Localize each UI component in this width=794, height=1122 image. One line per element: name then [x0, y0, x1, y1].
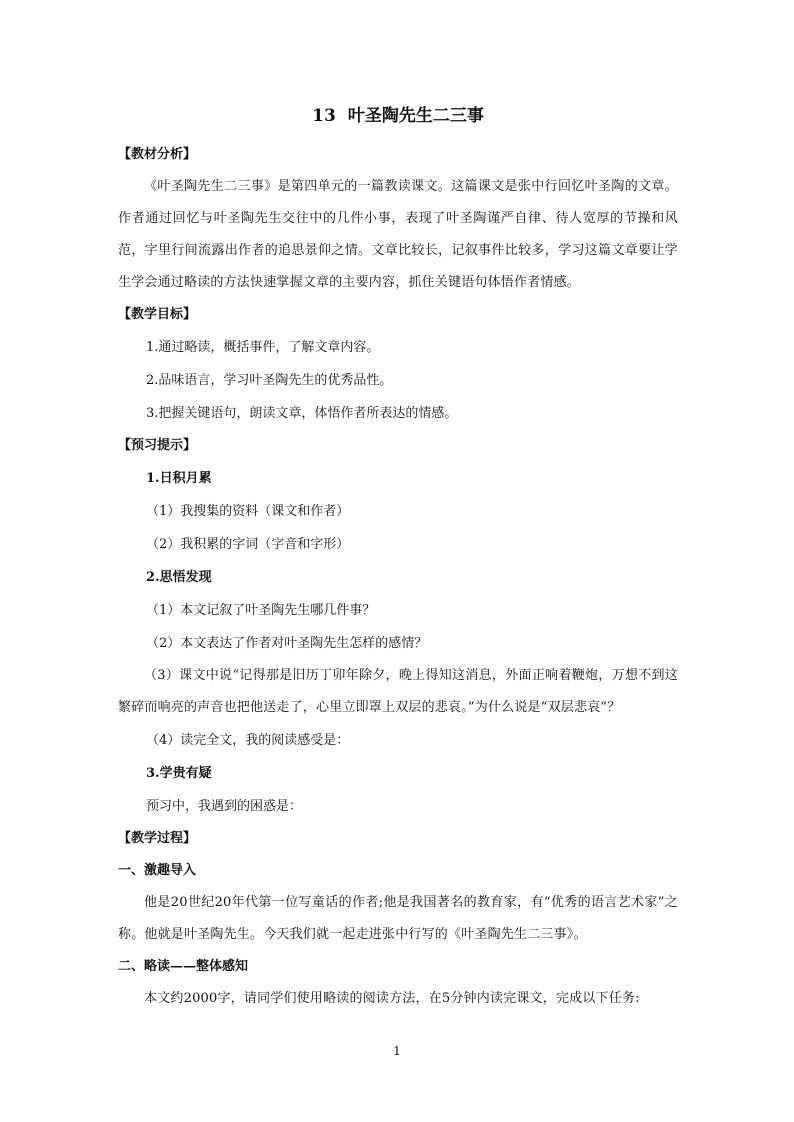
goal-item: 2.品味语言，学习叶圣陶先生的优秀品性。: [146, 373, 393, 388]
preview-long-question: （3）课文中说“记得那是旧历丁卯年除夕，晚上得知这消息，外面正响着鞭炮，万想不到这繁碎而响亮的声音也把他送走了，心里立即罩上双层的悲哀。”为什么说是“双层悲哀”？: [118, 668, 678, 715]
preview-item: （2）我积累的字词（字音和字形）: [146, 537, 350, 552]
preview-item: （1）本文记叙了叶圣陶先生哪几件事？: [146, 603, 376, 618]
preview-doubt-text: 预习中，我遇到的困惑是：: [146, 799, 303, 814]
analysis-paragraph: 《叶圣陶先生二三事》是第四单元的一篇教读课文。这篇课文是张中行回忆叶圣陶的文章。作者通过回忆与叶圣陶先生交往中的几件小事，表现了叶圣陶谨严自律、待人宽厚的节操和风范，字里行间流露出作者的追思景仰之情。文章比较长，记叙事件比较多，学习这篇文章要让学生学会通过略读的方法快速掌握文章的主要内容，抓住关键语句体悟作者情感。: [118, 179, 678, 290]
process-step-1-paragraph: 他是20世纪20年代第一位写童话的作者;他是我国著名的教育家，有“优秀的语言艺术家”之称。他就是叶圣陶先生。今天我们就一起走进张中行写的《叶圣陶先生二三事》。: [118, 895, 678, 942]
section-heading-preview: 【预习提示】: [118, 438, 197, 453]
section-heading-goals: 【教学目标】: [118, 307, 197, 322]
process-step-2-heading: 二、略读——整体感知: [118, 959, 249, 974]
preview-subheading-3: 3.学贵有疑: [146, 766, 212, 781]
preview-item: （4）读完全文，我的阅读感受是：: [146, 733, 350, 748]
preview-item: （2）本文表达了作者对叶圣陶先生怎样的感情？: [146, 636, 428, 651]
preview-item: （1）我搜集的资料（课文和作者）: [146, 504, 350, 519]
page-title: [118, 104, 678, 128]
document-content: [118, 104, 678, 1015]
section-heading-process: 【教学过程】: [118, 831, 197, 846]
goal-item: 1.通过略读，概括事件，了解文章内容。: [146, 340, 380, 355]
process-step-1-heading: 一、激趣导入: [118, 863, 197, 878]
page-number: 1: [393, 1044, 401, 1058]
lesson-title: 叶圣陶先生二三事: [347, 106, 484, 126]
process-step-2-paragraph: 本文约2000字，请同学们使用略读的阅读方法，在5分钟内读完课文，完成以下任务:: [144, 991, 640, 1006]
preview-subheading-2: 2.思悟发现: [146, 570, 212, 585]
lesson-number: 13: [312, 106, 336, 126]
preview-subheading-1: 1.日积月累: [146, 471, 212, 486]
section-heading-analysis: 【教材分析】: [118, 147, 197, 162]
goal-item: 3.把握关键语句，朗读文章，体悟作者所表达的情感。: [146, 406, 458, 421]
